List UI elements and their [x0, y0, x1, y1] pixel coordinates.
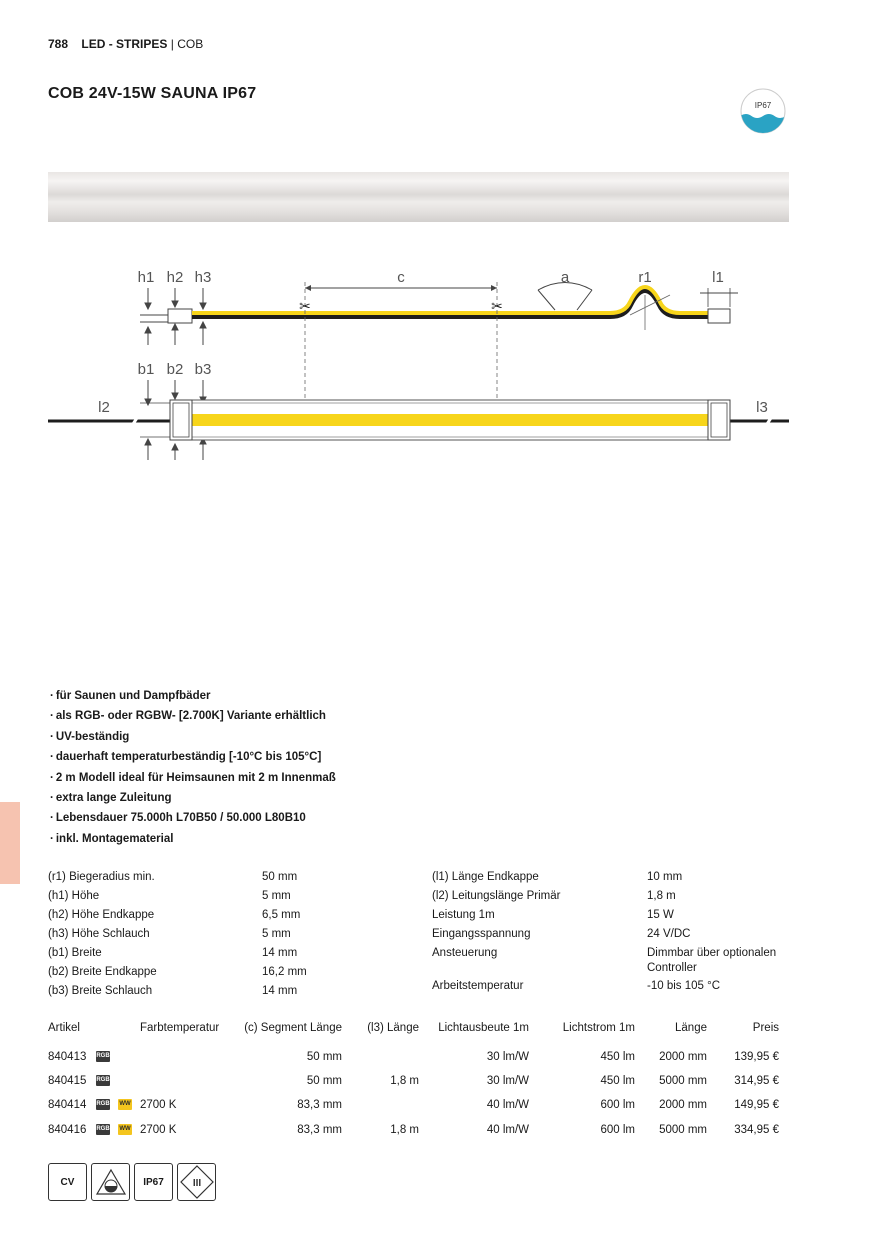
svg-text:h1: h1	[137, 269, 155, 286]
spec-label: (l1) Länge Endkappe	[432, 871, 539, 883]
svg-text:l2: l2	[98, 399, 110, 416]
spec-value: 14 mm	[262, 985, 298, 997]
svg-text:l1: l1	[712, 269, 724, 286]
spec-value: 6,5 mm	[262, 909, 301, 921]
col-header: Lichtstrom 1m	[562, 1022, 635, 1034]
cell-segment: 83,3 mm	[297, 1099, 342, 1111]
spec-label: (b1) Breite	[48, 947, 102, 959]
feature-item: · Lebensdauer 75.000h L70B50 / 50.000 L80B10	[50, 810, 336, 830]
col-header: Lichtausbeute 1m	[438, 1022, 529, 1034]
spec-value: 5 mm	[262, 890, 291, 902]
spec-label: Arbeitstemperatur	[432, 980, 524, 992]
cell-price: 334,95 €	[734, 1124, 779, 1136]
cell-colortemp: 2700 K	[140, 1124, 177, 1136]
col-header: Farbtemperatur	[140, 1022, 220, 1034]
feature-item: · für Saunen und Dampfbäder	[50, 688, 336, 708]
article-number: 840416	[48, 1124, 87, 1136]
feature-item: · 2 m Modell ideal für Heimsaunen mit 2 m Innenmaß	[50, 770, 336, 790]
col-header: Artikel	[48, 1022, 80, 1034]
cell-length: 5000 mm	[659, 1075, 707, 1087]
rgb-badge-icon: RGB	[96, 1124, 110, 1135]
spec-label: (h3) Höhe Schlauch	[48, 928, 150, 940]
article-number: 840415	[48, 1075, 87, 1087]
rgb-badge-icon: RGB	[96, 1099, 110, 1110]
cell-l3: 1,8 m	[390, 1124, 419, 1136]
page-header	[48, 37, 203, 51]
cell-flux: 450 lm	[600, 1075, 635, 1087]
svg-text:b3: b3	[194, 361, 212, 378]
cell-length: 5000 mm	[659, 1124, 707, 1136]
svg-text:b2: b2	[166, 361, 184, 378]
col-header: (c) Segment Länge	[244, 1022, 342, 1034]
svg-text:✂: ✂	[299, 298, 311, 314]
spec-value: -10 bis 105 °C	[647, 980, 720, 992]
spec-value: 24 V/DC	[647, 928, 691, 940]
spec-value: 16,2 mm	[262, 966, 307, 978]
spec-label: Ansteuerung	[432, 947, 498, 959]
svg-text:✂: ✂	[491, 298, 503, 314]
feature-item: · UV-beständig	[50, 729, 336, 749]
cell-length: 2000 mm	[659, 1051, 707, 1063]
protection-class-3-icon	[177, 1163, 216, 1201]
spec-label: Leistung 1m	[432, 909, 495, 921]
spec-label: (b3) Breite Schlauch	[48, 985, 153, 997]
badge-label: IP67	[754, 101, 772, 110]
article-number: 840414	[48, 1099, 87, 1111]
warm-white-badge-icon: WW	[118, 1124, 132, 1135]
feature-item: · inkl. Montagematerial	[50, 831, 336, 851]
cell-price: 149,95 €	[734, 1099, 779, 1111]
rgb-badge-icon: RGB	[96, 1075, 110, 1086]
feature-item: · dauerhaft temperaturbeständig [-10°C bis 105°C]	[50, 749, 336, 769]
chapter-tab	[0, 802, 20, 884]
cv-icon	[48, 1163, 87, 1201]
svg-text:h2: h2	[166, 269, 184, 286]
spec-value: 50 mm	[262, 871, 298, 883]
spec-label: (l2) Leitungslänge Primär	[432, 890, 561, 902]
spec-value: 14 mm	[262, 947, 298, 959]
cell-flux: 600 lm	[600, 1124, 635, 1136]
spec-label: (r1) Biegeradius min.	[48, 871, 155, 883]
cell-l3: 1,8 m	[390, 1075, 419, 1087]
cell-flux: 600 lm	[600, 1099, 635, 1111]
spec-value: Dimmbar über optionalen	[647, 947, 777, 959]
svg-text:a: a	[560, 269, 570, 286]
cell-length: 2000 mm	[659, 1099, 707, 1111]
subsection-title: COB	[177, 37, 204, 51]
svg-text:h3: h3	[194, 269, 212, 286]
technical-drawing	[0, 255, 875, 470]
cell-efficacy: 40 lm/W	[486, 1124, 529, 1136]
ip67-badge-icon	[740, 88, 786, 134]
warm-white-badge-icon: WW	[118, 1099, 132, 1110]
page-number: 788	[48, 37, 69, 51]
svg-text:r1: r1	[638, 269, 652, 286]
rgb-badge-icon: RGB	[96, 1051, 110, 1062]
cell-efficacy: 40 lm/W	[486, 1099, 529, 1111]
header-separator: |	[170, 37, 174, 51]
feature-list	[50, 688, 336, 851]
cv-label: CV	[60, 1176, 75, 1188]
feature-item: · extra lange Zuleitung	[50, 790, 336, 810]
section-title: LED - STRIPES	[81, 37, 168, 51]
svg-text:b1: b1	[137, 361, 155, 378]
cell-flux: 450 lm	[600, 1051, 635, 1063]
spec-label: (h1) Höhe	[48, 890, 100, 902]
ip67-label: IP67	[143, 1176, 164, 1188]
spec-label: Eingangsspannung	[432, 928, 531, 940]
spec-value: 15 W	[647, 909, 674, 921]
cell-efficacy: 30 lm/W	[486, 1051, 529, 1063]
svg-text:l3: l3	[756, 399, 768, 416]
cell-efficacy: 30 lm/W	[486, 1075, 529, 1087]
spec-value: 10 mm	[647, 871, 683, 883]
svg-text:c: c	[397, 269, 405, 286]
spec-value: 5 mm	[262, 928, 291, 940]
spec-value-cont: Controller	[647, 962, 697, 974]
feature-item: · als RGB- oder RGBW- [2.700K] Variante erhältlich	[50, 708, 336, 728]
article-number: 840413	[48, 1051, 87, 1063]
col-header: Preis	[752, 1022, 779, 1034]
col-header: Länge	[675, 1022, 707, 1034]
product-photo	[48, 172, 789, 222]
cell-price: 139,95 €	[734, 1051, 779, 1063]
ip67-icon	[134, 1163, 173, 1201]
cell-segment: 50 mm	[306, 1051, 342, 1063]
cell-colortemp: 2700 K	[140, 1099, 177, 1111]
spec-value: 1,8 m	[647, 890, 676, 902]
spec-label: (b2) Breite Endkappe	[48, 966, 157, 978]
dimmable-icon	[91, 1163, 130, 1201]
cell-segment: 50 mm	[306, 1075, 342, 1087]
cell-price: 314,95 €	[734, 1075, 779, 1087]
cell-segment: 83,3 mm	[297, 1124, 342, 1136]
spec-label: (h2) Höhe Endkappe	[48, 909, 155, 921]
product-title: COB 24V-15W SAUNA IP67	[48, 85, 257, 102]
svg-text:III: III	[192, 1178, 201, 1189]
col-header: (l3) Länge	[367, 1022, 419, 1034]
